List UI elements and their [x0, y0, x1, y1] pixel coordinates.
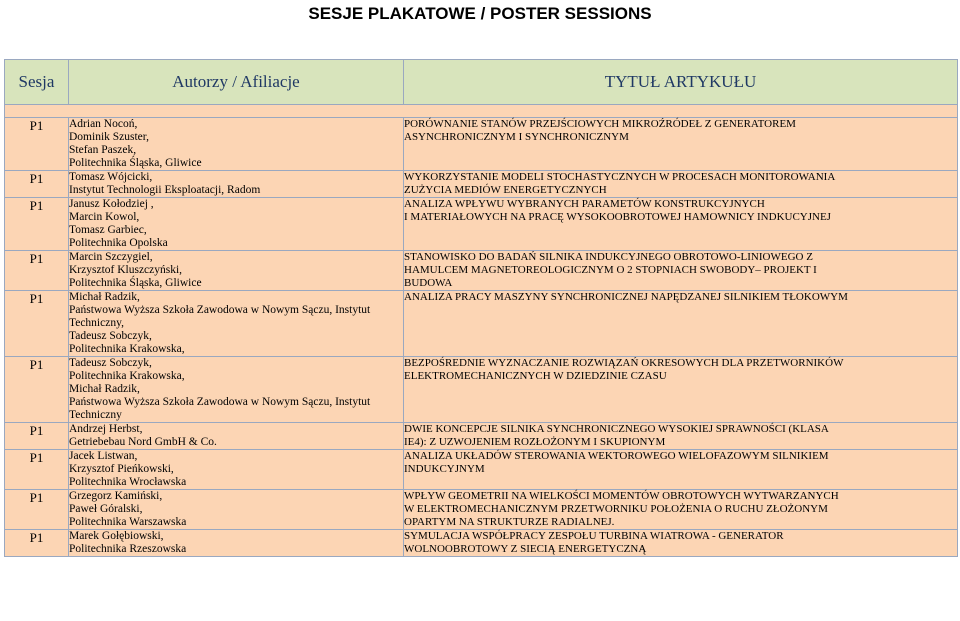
authors-cell — [69, 357, 404, 423]
session-code: P1 — [5, 171, 69, 198]
author-line: Jacek Listwan, — [69, 450, 138, 462]
session-code: P1 — [5, 118, 69, 171]
authors-cell — [69, 251, 404, 291]
table-row — [5, 251, 958, 291]
authors-cell — [69, 291, 404, 357]
author-line: Politechnika Krakowska, — [69, 343, 185, 355]
table-header-row — [5, 60, 958, 105]
author-line: Krzysztof Pieńkowski, — [69, 463, 174, 475]
title-line: ANALIZA WPŁYWU WYBRANYCH PARAMETÓW KONSTRUKCYJNYCH — [404, 198, 765, 210]
title-line: BUDOWA — [404, 277, 453, 289]
article-title-cell — [404, 251, 958, 291]
session-code: P1 — [5, 251, 69, 291]
table-row — [5, 198, 958, 251]
table-row — [5, 530, 958, 557]
table-row — [5, 490, 958, 530]
table-body — [5, 105, 958, 557]
author-line: Tadeusz Sobczyk, — [69, 330, 152, 342]
author-line: Marek Gołębiowski, — [69, 530, 164, 542]
title-line: ZUŻYCIA MEDIÓW ENERGETYCZNYCH — [404, 184, 607, 196]
author-line: Marcin Kowol, — [69, 211, 140, 223]
author-line: Techniczny, — [69, 317, 124, 329]
title-line: ANALIZA UKŁADÓW STEROWANIA WEKTOROWEGO WIELOFAZOWYM SILNIKIEM — [404, 450, 829, 462]
title-line: IE4): Z UZWOJENIEM ROZŁOŻONYM I SKUPIONYM — [404, 436, 666, 448]
author-line: Państwowa Wyższa Szkoła Zawodowa w Nowym Sączu, Instytut — [69, 304, 371, 316]
session-code: P1 — [5, 423, 69, 450]
author-line: Krzysztof Kluszczyński, — [69, 264, 183, 276]
authors-cell — [69, 198, 404, 251]
table-row — [5, 450, 958, 490]
authors-cell — [69, 490, 404, 530]
session-code: P1 — [5, 450, 69, 490]
article-title-cell — [404, 450, 958, 490]
authors-cell — [69, 118, 404, 171]
author-line: Tadeusz Sobczyk, — [69, 357, 152, 369]
author-line: Politechnika Śląska, Gliwice — [69, 277, 202, 289]
author-line: Adrian Nocoń, — [69, 118, 138, 130]
title-line: OPARTYM NA STRUKTURZE RADIALNEJ. — [404, 516, 615, 528]
authors-cell — [69, 450, 404, 490]
article-title-cell — [404, 423, 958, 450]
session-code: P1 — [5, 530, 69, 557]
article-title-cell — [404, 357, 958, 423]
title-line: WYKORZYSTANIE MODELI STOCHASTYCZNYCH W PROCESACH MONITOROWANIA — [404, 171, 836, 183]
title-line: ANALIZA PRACY MASZYNY SYNCHRONICZNEJ NAPĘDZANEJ SILNIKIEM TŁOKOWYM — [404, 291, 848, 303]
table-row — [5, 118, 958, 171]
article-title-cell — [404, 118, 958, 171]
title-line: HAMULCEM MAGNETOREOLOGICZNYM O 2 STOPNIACH SWOBODY– PROJEKT I — [404, 264, 817, 276]
author-line: Grzegorz Kamiński, — [69, 490, 163, 502]
session-code: P1 — [5, 291, 69, 357]
header-tytul: TYTUŁ ARTYKUŁU — [404, 60, 958, 105]
title-line: SYMULACJA WSPÓŁPRACY ZESPOŁU TURBINA WIATROWA - GENERATOR — [404, 530, 784, 542]
title-line: W ELEKTROMECHANICZNYM PRZETWORNIKU POŁOŻENIA O RUCHU ZŁOŻONYM — [404, 503, 828, 515]
author-line: Politechnika Krakowska, — [69, 370, 185, 382]
header-autorzy: Autorzy / Afiliacje — [69, 60, 404, 105]
author-line: Politechnika Rzeszowska — [69, 543, 187, 555]
article-title-cell — [404, 171, 958, 198]
title-line: I MATERIAŁOWYCH NA PRACĘ WYSOKOOBROTOWEJ HAMOWNICY INDKUCYJNEJ — [404, 211, 831, 223]
author-line: Techniczny — [69, 409, 122, 421]
author-line: Politechnika Śląska, Gliwice — [69, 157, 202, 169]
title-line: ELEKTROMECHANICZNYCH W DZIEDZINIE CZASU — [404, 370, 667, 382]
authors-cell — [69, 530, 404, 557]
author-line: Politechnika Opolska — [69, 237, 168, 249]
author-line: Janusz Kołodziej , — [69, 198, 154, 210]
authors-cell — [69, 171, 404, 198]
poster-sessions-table — [4, 59, 958, 557]
author-line: Getriebebau Nord GmbH & Co. — [69, 436, 217, 448]
title-line: PORÓWNANIE STANÓW PRZEJŚCIOWYCH MIKROŹRÓDEŁ Z GENERATOREM — [404, 118, 796, 130]
title-line: ASYNCHRONICZNYM I SYNCHRONICZNYM — [404, 131, 629, 143]
title-line: STANOWISKO DO BADAŃ SILNIKA INDUKCYJNEGO OBROTOWO-LINIOWEGO Z — [404, 251, 813, 263]
session-code: P1 — [5, 357, 69, 423]
article-title-cell — [404, 490, 958, 530]
title-line: WPŁYW GEOMETRII NA WIELKOŚCI MOMENTÓW OBROTOWYCH WYTWARZANYCH — [404, 490, 839, 502]
author-line: Politechnika Warszawska — [69, 516, 187, 528]
title-line: WOLNOOBROTOWY Z SIECIĄ ENERGETYCZNĄ — [404, 543, 647, 555]
author-line: Tomasz Wójcicki, — [69, 171, 153, 183]
article-title-cell — [404, 291, 958, 357]
table-row — [5, 291, 958, 357]
page-title: SESJE PLAKATOWE / POSTER SESSIONS — [308, 4, 652, 23]
author-line: Dominik Szuster, — [69, 131, 150, 143]
title-line: BEZPOŚREDNIE WYZNACZANIE ROZWIĄZAŃ OKRESOWYCH DLA PRZETWORNIKÓW — [404, 357, 844, 369]
table-row — [5, 171, 958, 198]
authors-cell — [69, 423, 404, 450]
session-code: P1 — [5, 490, 69, 530]
separator-row — [5, 105, 958, 118]
author-line: Paweł Góralski, — [69, 503, 143, 515]
author-line: Państwowa Wyższa Szkoła Zawodowa w Nowym Sączu, Instytut — [69, 396, 371, 408]
article-title-cell — [404, 530, 958, 557]
author-line: Instytut Technologii Eksploatacji, Radom — [69, 184, 261, 196]
article-title-cell — [404, 198, 958, 251]
author-line: Andrzej Herbst, — [69, 423, 143, 435]
title-line: INDUKCYJNYM — [404, 463, 485, 475]
author-line: Michał Radzik, — [69, 291, 140, 303]
header-sesja: Sesja — [5, 60, 69, 105]
author-line: Marcin Szczygiel, — [69, 251, 153, 263]
author-line: Tomasz Garbiec, — [69, 224, 147, 236]
session-code: P1 — [5, 198, 69, 251]
table-row — [5, 357, 958, 423]
author-line: Stefan Paszek, — [69, 144, 137, 156]
author-line: Michał Radzik, — [69, 383, 140, 395]
title-line: DWIE KONCEPCJE SILNIKA SYNCHRONICZNEGO WYSOKIEJ SPRAWNOŚCI (KLASA — [404, 423, 829, 435]
author-line: Politechnika Wrocławska — [69, 476, 187, 488]
table-row — [5, 423, 958, 450]
